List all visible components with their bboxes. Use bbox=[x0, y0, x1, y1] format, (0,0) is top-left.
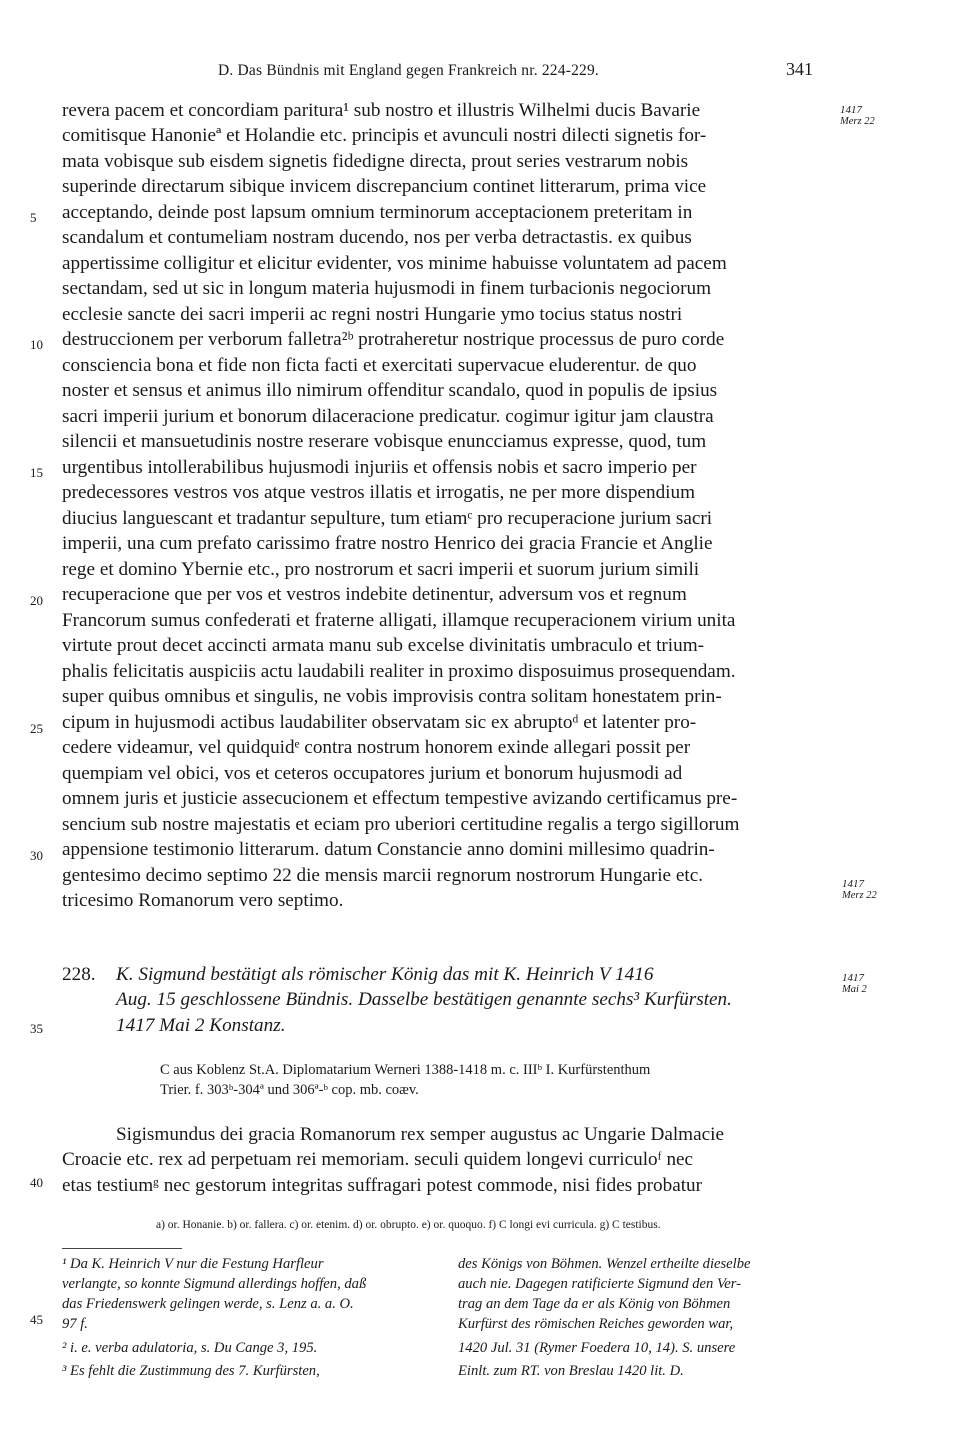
text-line: ecclesie sancte dei sacri imperii ac regni nostri Hungarie ymo tocius status nostri bbox=[62, 304, 683, 325]
text-line: revera pacem et concordiam paritura¹ sub nostro et illustris Wilhelmi ducis Bavarie bbox=[62, 100, 701, 121]
footnote-line: Kurfürst des römischen Reiches geworden war, bbox=[458, 1316, 734, 1332]
footnote-line: auch nie. Dagegen ratificierte Sigmund den Ver- bbox=[458, 1276, 742, 1292]
source-note-line: C aus Koblenz St.A. Diplomatarium Werneri 1388-1418 m. c. IIIᵇ I. Kurfürstenthum bbox=[160, 1062, 651, 1078]
footnote-line: 1420 Jul. 31 (Rymer Foedera 10, 14). S. unsere bbox=[458, 1340, 736, 1356]
margin-year: 1417 bbox=[842, 972, 864, 984]
footnote-line: das Friedenswerk gelingen werde, s. Lenz a. a. O. bbox=[62, 1296, 354, 1312]
footnote-line: ³ Es fehlt die Zustimmung des 7. Kurfürsten, bbox=[62, 1363, 320, 1379]
footnote-line: Einlt. zum RT. von Breslau 1420 lit. D. bbox=[458, 1363, 684, 1379]
document-heading-line bbox=[116, 964, 653, 986]
text-line: silencii et mansuetudinis nostre reserare vobisque enuncciamus expresse, quod, tum bbox=[62, 431, 707, 452]
text-line: consciencia bona et fide non ficta facti et exercitati supervacue eluderentur. de quo bbox=[62, 355, 697, 376]
line-number: 10 bbox=[30, 337, 43, 352]
text-line: sacri imperii jurium et bonorum dilaceracione predicatur. cogimur igitur jam claustra bbox=[62, 406, 714, 427]
footnote-divider bbox=[62, 1248, 182, 1249]
document-heading-line bbox=[116, 1015, 286, 1037]
line-number: 35 bbox=[30, 1021, 43, 1036]
text-line: sencium sub nostre majestatis et eciam pro uberiori certitudine regalis a tergo sigillorum bbox=[62, 814, 740, 835]
margin-date-note bbox=[842, 878, 877, 902]
footnote-line: ² i. e. verba adulatoria, s. Du Cange 3, 195. bbox=[62, 1340, 318, 1356]
text-line: omnem juris et justicie assecucionem et effectum tempestive avizando certificamus pre- bbox=[62, 788, 738, 809]
heading-text: 1417 Mai 2 Konstanz. bbox=[116, 1015, 286, 1036]
text-line: recuperacione que per vos et vestros indebite detinentur, adversum vos et regnum bbox=[62, 584, 687, 605]
variant-notes: a) or. Honanie. b) or. fallera. c) or. etenim. d) or. obrupto. e) or. quoquo. f) C longi evi curricula. g) C testibus. bbox=[156, 1219, 661, 1231]
text-line: urgentibus intollerabilibus hujusmodi injuriis et offensis nobis et sacro imperio per bbox=[62, 457, 697, 478]
footnote-line: des Königs von Böhmen. Wenzel ertheilte dieselbe bbox=[458, 1256, 751, 1272]
text-line: phalis felicitatis auspiciis actu laudabili realiter in proximo disposuimus prosequendam. bbox=[62, 661, 736, 682]
margin-date: Merz 22 bbox=[840, 116, 875, 127]
text-line: Francorum sumus confederati et fraterne alligati, illamque recuperacionem virium unita bbox=[62, 610, 736, 631]
heading-text: Aug. 15 geschlossene Bündnis. Dasselbe bestätigen genannte sechs³ Kurfürsten. bbox=[116, 989, 732, 1010]
text-line: imperii, una cum prefato carissimo fratre nostro Henrico dei gracia Francie et Anglie bbox=[62, 533, 713, 554]
text-line: acceptando, deinde post lapsum omnium terminorum acceptacionem preteritam in bbox=[62, 202, 693, 223]
source-note-line: Trier. f. 303ᵇ-304ª und 306ª-ᵇ cop. mb. coæv. bbox=[160, 1082, 419, 1098]
line-number: 40 bbox=[30, 1175, 43, 1190]
footnote-line: verlangte, so konnte Sigmund allerdings hoffen, daß bbox=[62, 1276, 367, 1292]
line-number: 5 bbox=[30, 210, 37, 225]
margin-year: 1417 bbox=[842, 878, 864, 890]
text-line: virtute prout decet accincti armata manu sub excelse divinitatis umbraculo et trium- bbox=[62, 635, 705, 656]
margin-date: Mai 2 bbox=[842, 984, 867, 995]
text-line: gentesimo decimo septimo 22 die mensis marcii regnorum nostrorum Hungarie etc. bbox=[62, 865, 704, 886]
text-line: noster et sensus et animus illo nimirum offenditur scandalo, quod in populis de ipsius bbox=[62, 380, 718, 401]
text-line: appertissime colligitur et elicitur evidenter, vos minime habuisse voluntatem ad pacem bbox=[62, 253, 727, 274]
document-heading-line bbox=[116, 989, 732, 1011]
text-line: sectandam, sed ut sic in longum materia hujusmodi in finem turbacionis negociorum bbox=[62, 278, 712, 299]
line-number: 30 bbox=[30, 848, 43, 863]
footnote-line: 97 f. bbox=[62, 1316, 88, 1332]
running-title: D. Das Bündnis mit England gegen Frankreich nr. 224-229. bbox=[218, 62, 599, 79]
line-number: 25 bbox=[30, 721, 43, 736]
text-line: super quibus omnibus et singulis, ne vobis improvisis contra solitam honestatem prin- bbox=[62, 686, 722, 707]
text-line: comitisque Hanonieª et Holandie etc. principis et avunculi nostri dilecti signetis for- bbox=[62, 125, 707, 146]
text-line: tricesimo Romanorum vero septimo. bbox=[62, 890, 344, 911]
line-number: 15 bbox=[30, 465, 43, 480]
text-line: Croacie etc. rex ad perpetuam rei memoriam. seculi quidem longevi curriculoᶠ nec bbox=[62, 1149, 694, 1170]
margin-date-note bbox=[842, 972, 867, 996]
margin-year: 1417 bbox=[840, 104, 862, 116]
text-line: Sigismundus dei gracia Romanorum rex semper augustus ac Ungarie Dalmacie bbox=[116, 1124, 724, 1145]
footnote-line: ¹ Da K. Heinrich V nur die Festung Harfleur bbox=[62, 1256, 324, 1272]
text-line: superinde directarum sibique invicem discrepancium continet litterarum, prima vice bbox=[62, 176, 707, 197]
text-line: cipum in hujusmodi actibus laudabiliter observatam sic ex abruptoᵈ et latenter pro- bbox=[62, 712, 697, 733]
text-line: mata vobisque sub eisdem signetis fidedigne directa, prout series vestrarum nobis bbox=[62, 151, 689, 172]
margin-date-note bbox=[840, 104, 875, 128]
text-line: quempiam vel obici, vos et ceteros occupatores jurium et bonorum hujusmodi ad bbox=[62, 763, 683, 784]
page-number: 341 bbox=[786, 59, 813, 79]
text-line: etas testiumᵍ nec gestorum integritas suffragari potest commode, nisi fides probatur bbox=[62, 1175, 703, 1196]
line-number: 45 bbox=[30, 1312, 43, 1327]
margin-date: Merz 22 bbox=[842, 890, 877, 901]
text-line: diucius languescant et tradantur sepulture, tum etiamᶜ pro recuperacione jurium sacri bbox=[62, 508, 713, 529]
text-line: scandalum et contumeliam nostram ducendo, nos per verba detractastis. ex quibus bbox=[62, 227, 692, 248]
text-line: appensione testimonio litterarum. datum Constancie anno domini millesimo quadrin- bbox=[62, 839, 715, 860]
text-line: destruccionem per verborum falletra²ᵇ protraheretur nostrique processus de puro corde bbox=[62, 329, 725, 350]
line-number: 20 bbox=[30, 593, 43, 608]
heading-text: K. Sigmund bestätigt als römischer König das mit K. Heinrich V 1416 bbox=[116, 964, 654, 985]
text-line: predecessores vestros vos atque vestros illatis et irrogatis, ne per more dispendium bbox=[62, 482, 696, 503]
text-line: rege et domino Ybernie etc., pro nostrorum et sacri imperii et suorum jurium simili bbox=[62, 559, 700, 580]
text-line: cedere videamur, vel quidquidᵉ contra nostrum honorem exinde allegari possit per bbox=[62, 737, 691, 758]
document-number: 228. bbox=[62, 964, 96, 985]
footnote-line: trag an dem Tage da er als König von Böhmen bbox=[458, 1296, 731, 1312]
